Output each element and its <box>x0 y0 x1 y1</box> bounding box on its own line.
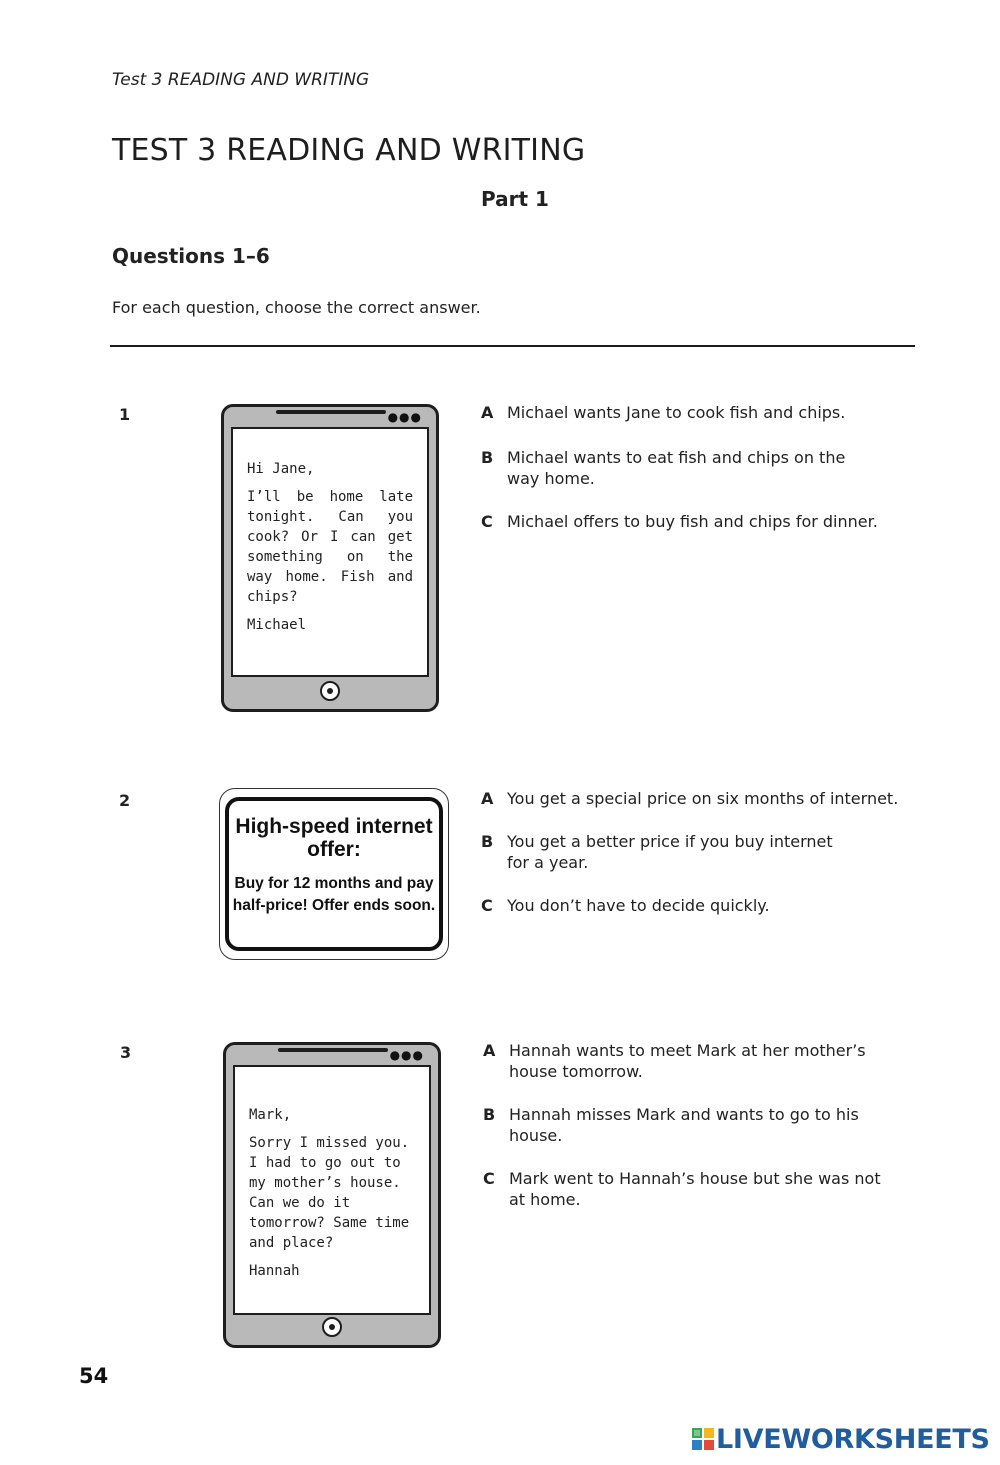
divider <box>110 345 915 347</box>
option-letter: C <box>481 512 493 531</box>
notice-body: Buy for 12 months and pay half-price! Offer ends soon. <box>232 875 436 914</box>
options-q3 <box>483 1040 903 1215</box>
phone-dots-icon: ●●● <box>389 1048 424 1062</box>
option-text: Michael wants Jane to cook fish and chips. <box>507 403 846 422</box>
page-number: 54 <box>79 1364 109 1388</box>
brand-text: LIVEWORKSHEETS <box>716 1424 990 1455</box>
phone-speaker <box>278 1048 388 1052</box>
home-button-icon <box>322 1317 342 1337</box>
instruction-text: For each question, choose the correct answer. <box>112 298 481 317</box>
part-heading: Part 1 <box>481 187 549 211</box>
message-body: I’ll be home late tonight. Can you cook? Or I can get something on the way home. Fish and chips? <box>247 489 413 605</box>
option-text: Michael wants to eat fish and chips on the way home. <box>507 448 846 488</box>
phone-message-graphic <box>221 404 439 712</box>
message-greeting: Mark, <box>249 1107 292 1123</box>
option-letter: A <box>481 789 494 808</box>
phone-message-graphic <box>223 1042 441 1348</box>
notice-sign-graphic <box>219 788 449 960</box>
option-text: Hannah misses Mark and wants to go to his house. <box>509 1105 859 1145</box>
notice-sign <box>225 797 443 951</box>
message-signature: Michael <box>247 617 307 633</box>
home-button-icon <box>320 681 340 701</box>
page-title: TEST 3 READING AND WRITING <box>112 133 586 168</box>
running-head: Test 3 READING AND WRITING <box>112 70 370 90</box>
liveworksheets-logo-icon <box>692 1428 714 1450</box>
message-greeting: Hi Jane, <box>247 461 315 477</box>
option-letter: B <box>483 1105 496 1124</box>
option-letter: C <box>481 896 493 915</box>
option-text: Michael offers to buy fish and chips for dinner. <box>507 512 878 531</box>
option-letter: C <box>483 1169 495 1188</box>
option-letter: A <box>481 403 494 422</box>
phone-screen <box>231 427 429 677</box>
option-text: You don’t have to decide quickly. <box>507 896 770 915</box>
option-text: Hannah wants to meet Mark at her mother’s house tomorrow. <box>509 1041 866 1081</box>
option-letter: B <box>481 832 494 851</box>
options-q2 <box>481 788 901 928</box>
option-text: Mark went to Hannah’s house but she was not at home. <box>509 1169 881 1209</box>
option-letter: B <box>481 448 494 467</box>
questions-range-heading: Questions 1–6 <box>112 244 270 268</box>
option-text: You get a special price on six months of internet. <box>507 789 899 808</box>
question-number: 1 <box>119 405 131 424</box>
question-number: 2 <box>119 791 131 810</box>
phone-screen <box>233 1065 431 1315</box>
message-signature: Hannah <box>249 1263 300 1279</box>
phone-dots-icon: ●●● <box>387 410 422 424</box>
notice-headline: High-speed internet offer: <box>235 815 433 861</box>
phone-speaker <box>276 410 386 414</box>
option-letter: A <box>483 1041 496 1060</box>
question-number: 3 <box>120 1043 132 1062</box>
option-text: You get a better price if you buy internet for a year. <box>507 832 833 872</box>
options-q1 <box>481 402 901 562</box>
message-body: Sorry I missed you. I had to go out to my mother’s house. Can we do it tomorrow? Same time and place? <box>249 1135 410 1251</box>
